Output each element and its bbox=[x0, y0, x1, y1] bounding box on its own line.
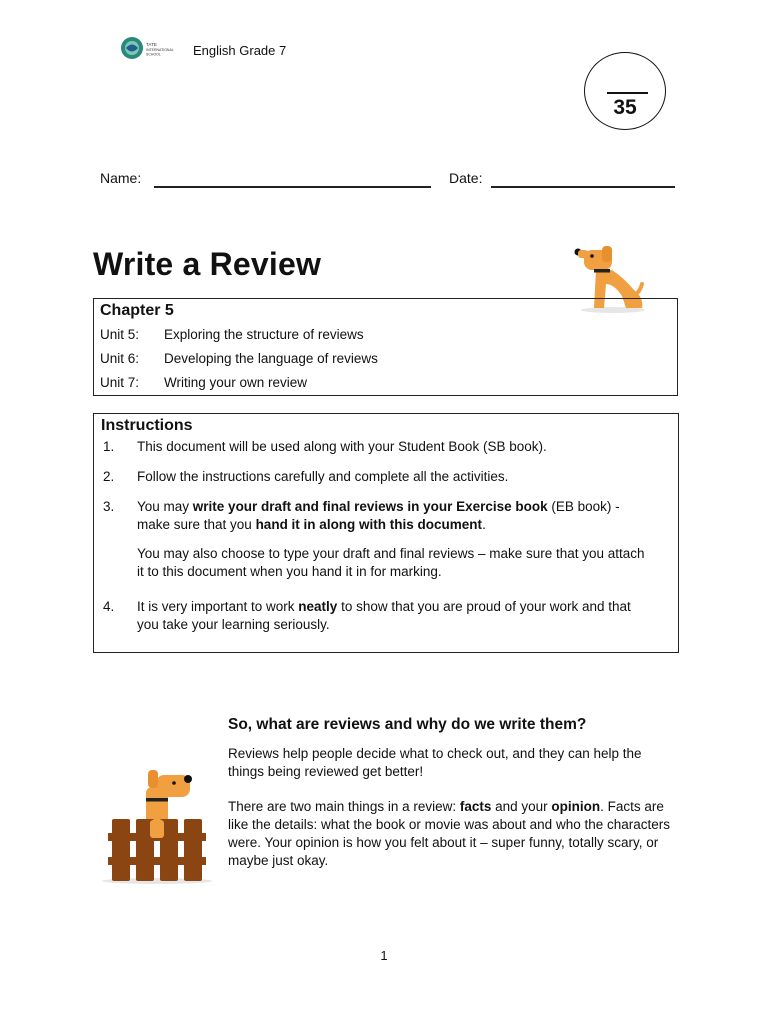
instruction-text: It is very important to work neatly to show that you are proud of your work and that you take your learning seriously. bbox=[137, 599, 631, 632]
instruction-text: This document will be used along with your Student Book (SB book). bbox=[137, 439, 547, 454]
instruction-item bbox=[103, 598, 653, 634]
instructions-heading: Instructions bbox=[101, 417, 193, 434]
unit-title: Developing the language of reviews bbox=[164, 351, 378, 366]
chapter-box bbox=[93, 298, 678, 396]
unit-row bbox=[100, 351, 378, 366]
unit-row bbox=[100, 375, 307, 390]
instruction-text: You may write your draft and final reviews in your Exercise book (EB book) - make sure that you hand it in along with this document. bbox=[137, 499, 620, 532]
name-label: Name: bbox=[100, 170, 142, 186]
subject-title: English Grade 7 bbox=[193, 43, 287, 58]
date-field[interactable] bbox=[491, 186, 675, 188]
school-logo bbox=[120, 36, 180, 60]
paragraph-1: Reviews help people decide what to check out, and they can help the things being reviewed get better! bbox=[228, 746, 642, 779]
instruction-text: Follow the instructions carefully and complete all the activities. bbox=[137, 469, 509, 484]
svg-text:SCHOOL: SCHOOL bbox=[146, 52, 161, 57]
instruction-number: 4. bbox=[103, 599, 115, 614]
section-question: So, what are reviews and why do we write them? bbox=[228, 716, 587, 733]
unit-row bbox=[100, 327, 364, 342]
page-number: 1 bbox=[380, 948, 388, 963]
page-title: Write a Review bbox=[93, 246, 322, 282]
paragraph-2: There are two main things in a review: facts and your opinion. Facts are like the details: what the book or movie was about and who the characters were. Your opinion is how you felt about it – super funny, totally scary, or maybe just okay. bbox=[228, 799, 670, 868]
chapter-heading: Chapter 5 bbox=[100, 302, 174, 319]
unit-title: Writing your own review bbox=[164, 375, 308, 390]
score-circle bbox=[584, 52, 666, 130]
unit-number: Unit 7: bbox=[100, 375, 140, 390]
instruction-number: 2. bbox=[103, 469, 115, 484]
instruction-item bbox=[103, 438, 653, 456]
instruction-item bbox=[103, 498, 653, 534]
unit-number: Unit 5: bbox=[100, 327, 140, 342]
score-blank-line[interactable] bbox=[607, 92, 648, 94]
unit-title: Exploring the structure of reviews bbox=[164, 327, 364, 342]
instruction-number: 1. bbox=[103, 439, 115, 454]
svg-text:TATE: TATE bbox=[146, 42, 157, 47]
dog-fence-illustration bbox=[100, 765, 215, 885]
instructions-box bbox=[93, 413, 679, 653]
score-total: 35 bbox=[613, 96, 637, 119]
name-field[interactable] bbox=[154, 186, 431, 188]
svg-text:INTERNATIONAL: INTERNATIONAL bbox=[146, 48, 174, 52]
date-label: Date: bbox=[449, 170, 483, 186]
instruction-item bbox=[103, 468, 653, 486]
instruction-number: 3. bbox=[103, 499, 115, 514]
unit-number: Unit 6: bbox=[100, 351, 140, 366]
instruction-extra-text: You may also choose to type your draft and final reviews – make sure that you attach it to this document when you hand it in for marking. bbox=[137, 546, 645, 579]
